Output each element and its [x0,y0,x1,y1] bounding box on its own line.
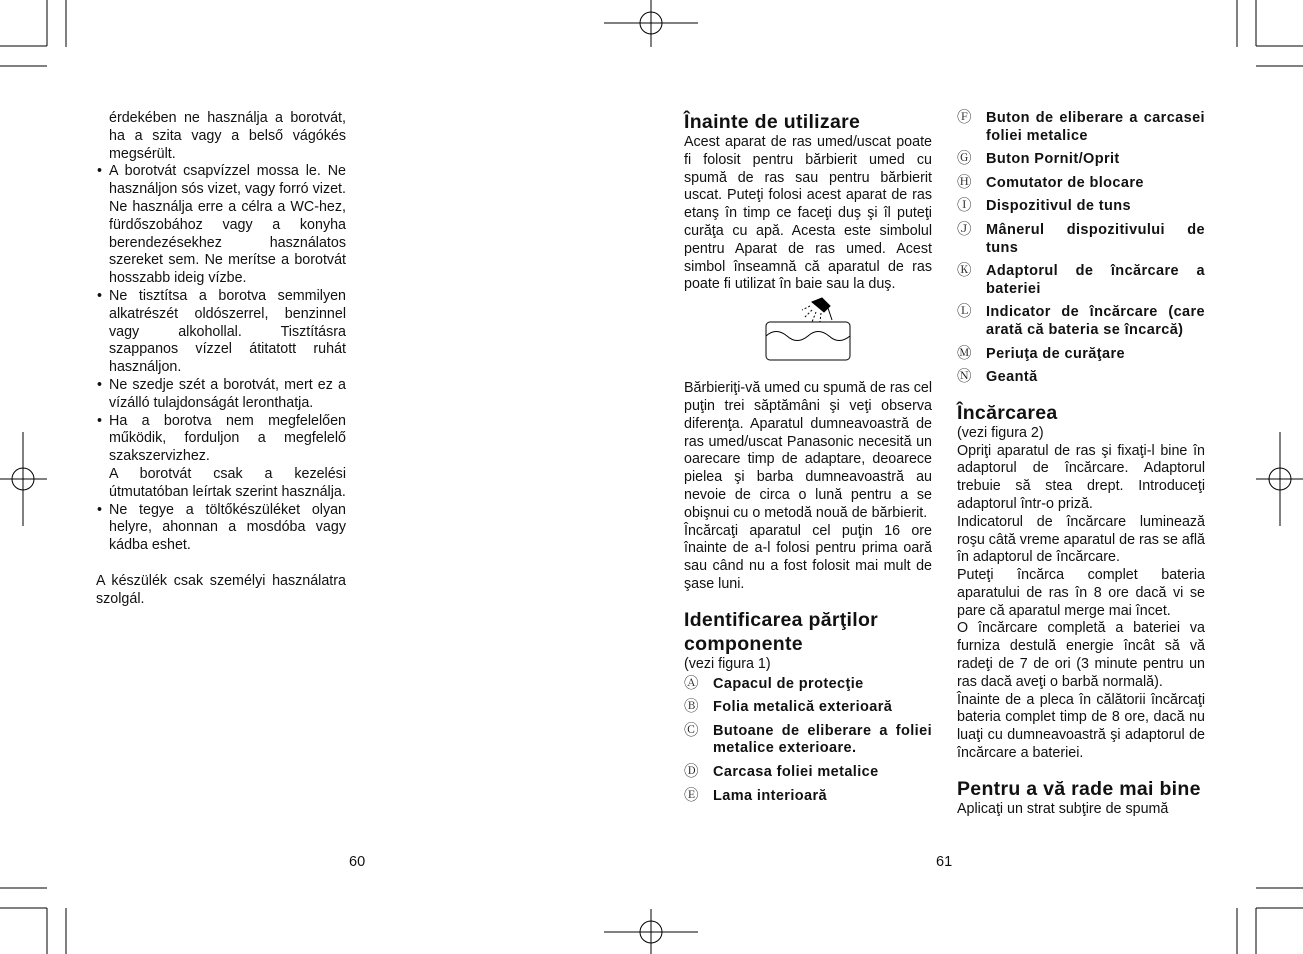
paragraph: Opriţi aparatul de ras şi fixaţi-l bine în adaptorul de încărcare. Adaptorul trebuie să stea drept. Introduceţi adaptorul într-o priză. [957,442,1205,512]
shower-symbol-icon [684,294,932,372]
page-number-left: 60 [349,854,366,870]
paragraph: Aplicaţi un strat subţire de spumă [957,800,1169,817]
list-item: • Ha a borotva nem megfelelően működik, forduljon a megfelelő szakszervizhez. [96,413,346,466]
paragraph-adapt: Bărbieriţi-vă umed cu spumă de ras cel puţin trei săptămâni şi veţi observa diferenţa. Aparatul dumneavoastră de ras umed/uscat Panasonic necesită un oarecare timp de adaptare, deoarece pielea şi barba dumneavoastră au nevoie de circa o lună pentru a se obişnui cu o metodă nouă de bărbierit. [684,380,932,521]
list-item: • Ne tisztítsa a borotva semmilyen alkatrészét oldószerrel, benzinnel vagy alkohollal. Tisztításra szappanos vízzel átitatott ruhát használjon. [96,288,346,377]
list-item: Ⓔ Lama interioară [684,787,827,804]
list-item: Ⓛ Indicator de încărcare (care arată că bateria se încarcă) [957,304,1205,338]
list-item: Ⓘ Dispozitivul de tuns [957,198,1131,215]
paragraph: O încărcare completă a bateriei va furniza destulă energie încât să vă radeţi de 7 de ori (3 minute pentru un ras dacă aveţi o barbă normală). [957,620,1205,690]
intro-paragraph: érdekében ne használja a borotvát, ha a szita vagy a belső vágókés megsérült. [109,110,346,162]
page-number-right: 61 [936,854,953,870]
bullet-list-2 [96,502,346,555]
list-item: Ⓗ Comutator de blocare [957,174,1144,191]
bullet-list [96,163,346,466]
figure-reference: (vezi figura 2) [957,424,1044,441]
list-item: Ⓑ Folia metalică exterioară [684,699,893,716]
right-column [957,110,1205,819]
paragraph: Indicatorul de încărcare luminează roşu câtă vreme aparatul de ras se află în adaptorul de încărcare. [957,513,1205,566]
list-item: • A borotvát csapvízzel mossa le. Ne használjon sós vizet, vagy forró vizet. Ne használja erre a célra a WC-hez, fürdőszobához vagy a konyha berendezésekhez használatos szereket sem. Ne merítse a borotvát hosszabb ideig vízbe. [96,163,346,288]
middle-column [684,110,932,811]
bullet-continuation: A borotvát csak a kezelési útmutatóban leírtak szerint használja. [109,465,346,500]
paragraph-before-use: Acest aparat de ras umed/uscat poate fi folosit pentru bărbierit umed cu spumă de ras sau pentru bărbierit uscat. Puteţi folosi acest aparat de ras etanş în timp ce faceţi duş şi îl puteţi curăţa cu apă. Acesta este simbolul pentru Aparat de ras umed. Acest simbol înseamnă că aparatul de ras poate fi utilizat în baie sau la duş. [684,134,932,293]
list-item: Ⓖ Buton Pornit/Oprit [957,151,1120,168]
heading-charging: Încărcarea [957,401,1058,424]
left-page-column [96,110,346,609]
parts-list [684,676,932,806]
figure-reference: (vezi figura 1) [684,655,771,672]
list-item: Ⓕ Buton de eliberare a carcasei foliei metalice [957,110,1205,144]
heading-parts: Identificarea părţilor componente [684,608,879,655]
list-item: • Ne tegye a töltőkészüléket olyan helyre, ahonnan a mosdóba vagy kádba eshet. [96,502,346,555]
list-item: Ⓓ Carcasa foliei metalice [684,763,879,780]
list-item: Ⓐ Capacul de protecţie [684,675,864,692]
list-item: • Ne szedje szét a borotvát, mert ez a vízálló tulajdonságát leronthatja. [96,377,346,413]
parts-list-continued [957,110,1205,387]
list-item: Ⓜ Periuţa de curăţare [957,345,1125,362]
paragraph: Înainte de a pleca în călătorii încărcaţi bateria complet timp de 8 ore, dacă nu luaţi cu dumneavoastră şi adaptorul de încărcare a bateriei. [957,691,1205,762]
paragraph: Puteţi încărca complet bateria aparatului de ras în 8 ore dacă vi se pare că aparatul merge mai încet. [957,567,1205,619]
list-item: Ⓙ Mânerul dispozitivului de tuns [957,221,1205,256]
list-item: Ⓝ Geantă [957,369,1038,386]
paragraph-charge: Încărcaţi aparatul cel puţin 16 ore înainte de a-l folosi pentru prima oară sau când nu a fost folosit mai mult de şase luni. [684,522,932,592]
heading-before-use: Înainte de utilizare [684,111,861,133]
list-item: Ⓒ Butoane de eliberare a foliei metalice exterioare. [684,722,932,757]
heading-shave: Pentru a vă rade mai bine [957,777,1201,800]
list-item: Ⓚ Adaptorul de încărcare a bateriei [957,263,1205,297]
closing-paragraph: A készülék csak személyi használatra szolgál. [96,572,346,607]
